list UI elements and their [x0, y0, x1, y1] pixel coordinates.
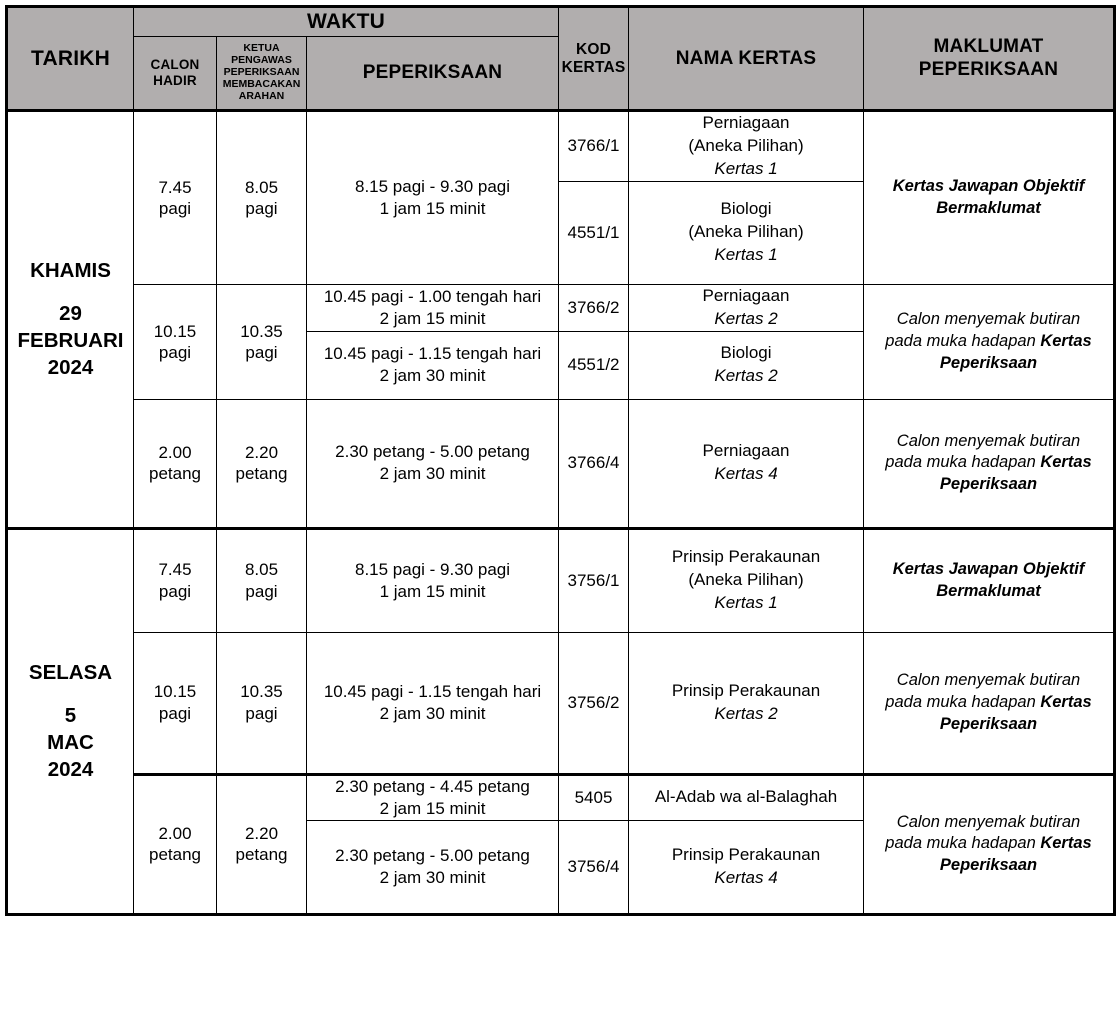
exam-time-line-1: 10.45 pagi - 1.00 tengah hari [323, 286, 542, 306]
paper-name [629, 820, 864, 914]
paper-qualifier: (Aneka Pilihan) [688, 222, 804, 242]
table-body [7, 111, 1115, 915]
paper-code: 3756/1 [559, 528, 629, 632]
paper-qualifier: (Aneka Pilihan) [688, 135, 804, 155]
exam-duration: 2 jam 30 minit [379, 867, 486, 887]
calon-hadir-time [134, 111, 217, 285]
exam-timetable-sheet [0, 5, 1118, 1027]
ketua-pengawas-time [217, 774, 307, 914]
time-line-2: pagi [245, 198, 278, 218]
table-row [7, 632, 1115, 774]
exam-duration: 2 jam 30 minit [379, 464, 486, 484]
time-line-1: 10.35 [240, 321, 283, 341]
time-line-1: 8.05 [244, 177, 279, 197]
time-line-1: 7.45 [158, 177, 192, 197]
info-bold-line-2: Peperiksaan [939, 856, 1038, 875]
exam-time-range [307, 284, 559, 331]
paper-qualifier: (Aneka Pilihan) [688, 570, 804, 590]
table-row [7, 774, 1115, 820]
paper-number: Kertas 2 [714, 308, 778, 328]
header-row-1 [7, 7, 1115, 37]
column-header-maklumat-peperiksaan [864, 7, 1115, 111]
paper-number: Kertas 2 [714, 366, 778, 386]
exam-time-line-1: 2.30 petang - 5.00 petang [335, 845, 530, 865]
time-line-2: pagi [158, 703, 192, 723]
spacer [8, 284, 133, 300]
exam-duration: 2 jam 30 minit [379, 703, 486, 723]
table-row [7, 111, 1115, 182]
info-bold-line-2: Peperiksaan [939, 714, 1038, 733]
column-header-kod-kertas [559, 7, 629, 111]
info-line-1: Kertas Jawapan Objektif [892, 559, 1085, 578]
paper-name [629, 774, 864, 820]
paper-subject: Perniagaan [702, 113, 790, 132]
time-line-1: 10.15 [153, 321, 197, 341]
paper-name [629, 528, 864, 632]
ketua-pengawas-time [217, 111, 307, 285]
paper-subject: Al-Adab wa al-Balaghah [654, 787, 838, 807]
exam-duration: 2 jam 15 minit [379, 798, 486, 818]
ketua-line-2: PENGAWAS [231, 54, 292, 67]
calon-hadir-time [134, 399, 217, 528]
kod-kertas-line-1: KOD [575, 40, 612, 58]
exam-time-line-1: 10.45 pagi - 1.15 tengah hari [323, 681, 542, 701]
calon-hadir-time [134, 632, 217, 774]
paper-code: 5405 [559, 774, 629, 820]
info-line-2: Bermaklumat [936, 581, 1041, 600]
day-name: SELASA [28, 661, 113, 685]
paper-name [629, 181, 864, 284]
paper-subject: Perniagaan [702, 441, 790, 461]
info-line-1: Calon menyemak butiran [896, 671, 1081, 690]
time-line-1: 8.05 [244, 560, 279, 580]
info-bold-word: Kertas [1040, 692, 1092, 711]
time-line-2: pagi [158, 342, 192, 362]
paper-subject: Prinsip Perakaunan [671, 844, 821, 864]
exam-duration: 2 jam 15 minit [379, 308, 486, 328]
exam-info [864, 632, 1115, 774]
table-row [7, 284, 1115, 331]
ketua-pengawas-time [217, 284, 307, 399]
paper-code: 4551/2 [559, 331, 629, 399]
date-cell-selasa [7, 528, 134, 914]
ketua-pengawas-time [217, 528, 307, 632]
info-bold-line-2: Peperiksaan [939, 475, 1038, 494]
exam-time-range [307, 632, 559, 774]
info-line-2: pada muka hadapan [885, 453, 1041, 472]
time-line-2: pagi [245, 342, 278, 362]
paper-code: 3766/1 [559, 111, 629, 182]
date-cell-khamis [7, 111, 134, 529]
time-line-2: pagi [245, 703, 278, 723]
date-year: 2024 [47, 758, 94, 782]
exam-duration: 2 jam 30 minit [379, 366, 486, 386]
info-line-1: Calon menyemak butiran [896, 431, 1081, 450]
column-header-nama-kertas: NAMA KERTAS [629, 7, 864, 111]
info-bold-word: Kertas [1040, 834, 1092, 853]
info-line-2: pada muka hadapan [885, 692, 1041, 711]
column-header-tarikh: TARIKH [7, 7, 134, 111]
table-row [7, 399, 1115, 528]
paper-number: Kertas 1 [714, 245, 778, 265]
time-line-1: 2.20 [244, 442, 279, 462]
paper-name [629, 284, 864, 331]
ketua-line-3: PEPERIKSAAN [223, 66, 300, 79]
paper-code: 3756/4 [559, 820, 629, 914]
time-line-2: petang [235, 464, 288, 484]
exam-info [864, 774, 1115, 914]
info-bold-word: Kertas [1040, 453, 1092, 472]
exam-time-line-1: 2.30 petang - 4.45 petang [335, 776, 530, 796]
time-line-1: 10.15 [153, 682, 197, 702]
exam-time-line-1: 2.30 petang - 5.00 petang [335, 442, 530, 462]
exam-time-range [307, 528, 559, 632]
time-line-2: pagi [158, 581, 192, 601]
info-line-1: Kertas Jawapan Objektif [892, 177, 1085, 196]
info-line-1: Calon menyemak butiran [896, 812, 1081, 831]
time-line-1: 10.35 [240, 682, 283, 702]
paper-number: Kertas 2 [714, 703, 778, 723]
info-line-2: Bermaklumat [936, 198, 1041, 217]
exam-time-line-1: 8.15 pagi - 9.30 pagi [355, 559, 511, 579]
paper-code: 3766/2 [559, 284, 629, 331]
paper-subject: Prinsip Perakaunan [671, 680, 821, 700]
exam-time-range [307, 399, 559, 528]
paper-name [629, 331, 864, 399]
exam-time-range [307, 774, 559, 820]
paper-number: Kertas 1 [714, 593, 778, 613]
column-header-ketua-pengawas [217, 37, 307, 111]
paper-code: 3756/2 [559, 632, 629, 774]
column-header-calon-hadir [134, 37, 217, 111]
exam-time-range [307, 820, 559, 914]
table-header [7, 7, 1115, 111]
ketua-pengawas-time [217, 399, 307, 528]
time-line-2: petang [149, 464, 201, 484]
paper-name [629, 399, 864, 528]
paper-subject: Prinsip Perakaunan [671, 547, 821, 567]
exam-duration: 1 jam 15 minit [379, 581, 486, 601]
time-line-1: 2.20 [244, 824, 279, 844]
kod-kertas-line-2: KERTAS [561, 58, 626, 76]
paper-subject: Perniagaan [702, 285, 790, 305]
info-bold-word: Kertas [1040, 331, 1092, 350]
ketua-line-5: ARAHAN [238, 89, 285, 102]
time-line-1: 2.00 [158, 824, 192, 844]
paper-name [629, 111, 864, 182]
maklumat-line-2: PEPERIKSAAN [918, 58, 1059, 80]
paper-number: Kertas 4 [714, 867, 778, 887]
date-month: MAC [47, 731, 94, 755]
exam-info [864, 111, 1115, 285]
exam-timetable [5, 5, 1116, 916]
ketua-line-4: MEMBACAKAN [222, 77, 301, 90]
exam-time-range [307, 331, 559, 399]
spacer [8, 686, 133, 702]
exam-time-range [307, 111, 559, 285]
time-line-2: petang [235, 845, 288, 865]
maklumat-line-1: MAKLUMAT [933, 35, 1044, 57]
paper-number: Kertas 1 [714, 158, 778, 178]
time-line-2: petang [149, 845, 201, 865]
column-header-peperiksaan: PEPERIKSAAN [307, 37, 559, 111]
calon-hadir-line-2: HADIR [153, 73, 197, 88]
paper-subject: Biologi [720, 343, 772, 363]
date-day: 29 [59, 302, 82, 326]
date-year: 2024 [47, 356, 94, 380]
info-line-2: pada muka hadapan [885, 834, 1041, 853]
calon-hadir-time [134, 284, 217, 399]
exam-info [864, 528, 1115, 632]
exam-info [864, 284, 1115, 399]
paper-name [629, 632, 864, 774]
time-line-1: 2.00 [158, 442, 192, 462]
info-line-1: Calon menyemak butiran [896, 310, 1081, 329]
table-row [7, 528, 1115, 632]
ketua-pengawas-time [217, 632, 307, 774]
paper-number: Kertas 4 [714, 464, 778, 484]
exam-info [864, 399, 1115, 528]
calon-hadir-line-1: CALON [150, 57, 200, 73]
time-line-2: pagi [158, 198, 192, 218]
exam-duration: 1 jam 15 minit [379, 198, 486, 218]
date-day: 5 [64, 704, 77, 728]
time-line-1: 7.45 [158, 560, 192, 580]
info-bold-line-2: Peperiksaan [939, 353, 1038, 372]
ketua-line-1: KETUA [243, 42, 280, 55]
calon-hadir-time [134, 774, 217, 914]
calon-hadir-time [134, 528, 217, 632]
time-line-2: pagi [245, 581, 278, 601]
info-line-2: pada muka hadapan [885, 331, 1041, 350]
date-month: FEBRUARI [17, 329, 124, 353]
day-name: KHAMIS [30, 259, 111, 283]
paper-code: 3766/4 [559, 399, 629, 528]
exam-time-line-1: 8.15 pagi - 9.30 pagi [355, 176, 511, 196]
column-header-waktu: WAKTU [134, 7, 559, 37]
exam-time-line-1: 10.45 pagi - 1.15 tengah hari [323, 344, 542, 364]
paper-subject: Biologi [720, 199, 772, 219]
paper-code: 4551/1 [559, 181, 629, 284]
